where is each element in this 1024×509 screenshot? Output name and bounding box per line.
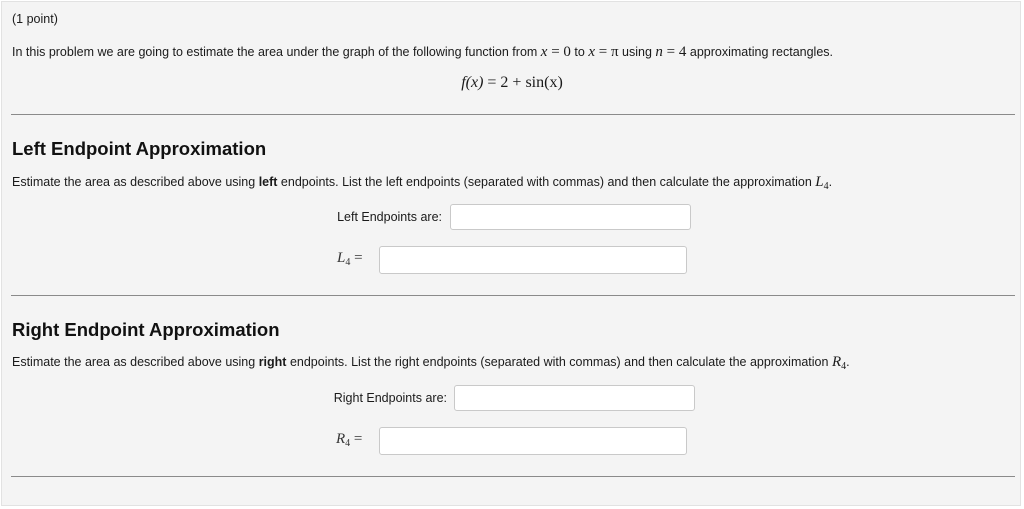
right-answer-label <box>336 431 362 449</box>
point-value: (1 point) <box>12 12 58 26</box>
problem-intro <box>12 44 833 61</box>
left-answer-eq: = <box>350 250 363 266</box>
left-section-title: Left Endpoint Approximation <box>12 138 267 159</box>
intro-x-from: x <box>540 44 548 60</box>
left-approx-symbol <box>815 174 828 190</box>
right-desc-after: endpoints. List the right endpoints (separated with commas) and then calculate the approximation <box>289 355 829 369</box>
right-desc-bold: right <box>258 355 287 369</box>
intro-using: using <box>622 45 652 59</box>
right-approx-var: R <box>831 354 842 370</box>
right-endpoints-input[interactable] <box>454 385 695 411</box>
left-endpoints-input[interactable] <box>450 204 691 230</box>
right-answer-var: R <box>336 431 346 447</box>
right-section-title: Right Endpoint Approximation <box>12 319 280 340</box>
intro-eq-n: = 4 <box>662 44 687 60</box>
right-desc-before: Estimate the area as described above using <box>12 355 256 369</box>
divider <box>11 295 1015 296</box>
intro-n: n <box>655 44 663 60</box>
problem-panel <box>1 1 1021 506</box>
left-desc-after: endpoints. List the left endpoints (separated with commas) and then calculate the approximation <box>280 175 812 189</box>
left-endpoints-label: Left Endpoints are: <box>337 210 442 224</box>
left-approx-sub: 4 <box>823 181 829 192</box>
intro-eq-to: = π <box>595 44 619 60</box>
function-formula <box>2 74 1022 92</box>
divider <box>11 114 1015 115</box>
intro-to: to <box>574 45 585 59</box>
intro-text-after: approximating rectangles. <box>689 45 834 59</box>
right-description: Estimate the area as described above using right endpoints. List the right endpoints (separated with commas) and then calculate the approximation $R_4$. <box>12 354 850 372</box>
right-endpoints-label: Right Endpoints are: <box>333 391 447 405</box>
divider <box>11 476 1015 477</box>
right-approx-sub: 4 <box>841 361 847 372</box>
left-desc-before: Estimate the area as described above using <box>12 175 256 189</box>
right-answer-sub: 4 <box>345 438 351 449</box>
left-answer-label <box>337 250 363 268</box>
left-description: Estimate the area as described above using left endpoints. List the left endpoints (separated with commas) and then calculate the approximation $L_4$. <box>12 174 833 192</box>
left-answer-sub: 4 <box>345 257 351 268</box>
intro-eq-from: = 0 <box>547 44 571 60</box>
left-desc-bold: left <box>258 175 278 189</box>
right-approx-symbol <box>832 354 846 370</box>
formula-rhs: = 2 + sin(x) <box>483 74 563 91</box>
right-answer-eq: = <box>350 431 363 447</box>
intro-text-before: In this problem we are going to estimate the area under the graph of the following function from <box>12 45 538 59</box>
formula-lhs: f(x) <box>461 74 484 91</box>
intro-x-to: x <box>588 44 596 60</box>
right-approx-input[interactable] <box>379 427 687 455</box>
left-approx-input[interactable] <box>379 246 687 274</box>
left-approx-var: L <box>815 174 824 190</box>
left-answer-var: L <box>337 250 346 266</box>
